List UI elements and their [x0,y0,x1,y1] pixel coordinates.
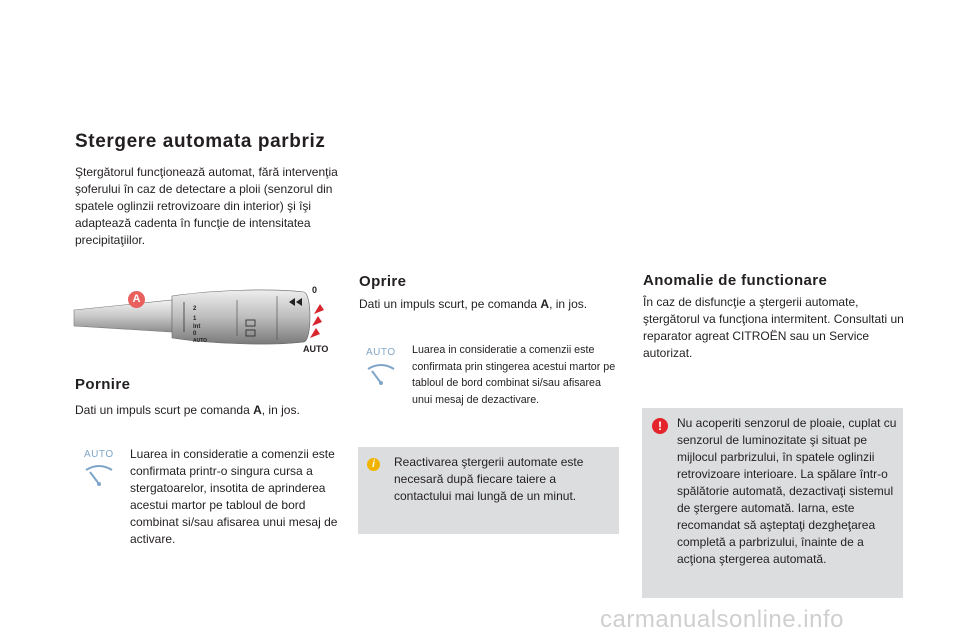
auto-indicator-label: AUTO [84,449,114,460]
stalk-position-auto: AUTO [193,338,208,344]
stalk-position-off-top: 0 [312,285,318,295]
stalk-position-0: 0 [193,331,197,337]
auto-wiper-icon [84,462,114,488]
anomalie-heading: Anomalie de functionare [643,272,828,289]
oprire-heading: Oprire [359,273,407,290]
info-icon: i [367,458,380,471]
pornire-heading: Pornire [75,376,131,393]
warning-box [642,408,903,598]
warning-text: Nu acoperiti senzorul de ploaie, cuplat cu senzorul de luminozitate şi situat pe mijlocul parbrizului, în spatele oglinzii retrovizoare interioare. La spălare într-o spălătorie automată, dezactivaţi sistemul de ştergere automată. Iarna, este recomandat să aşteptaţi dezgheţarea completă a parbrizului, înainte de a acţiona ştergerea automată. [677,416,897,566]
auto-indicator-label: AUTO [366,347,396,358]
info-box [358,447,619,534]
command-key: A [253,403,262,417]
callout-a: A [128,291,145,308]
info-box-text: Reactivarea ştergerii automate este necesară după fiecare taiere a contactului mai lungă de un minut. [394,455,584,503]
watermark: carmanualsonline.info [600,606,844,633]
oprire-note: Luarea in consideratie a comenzii este confirmata prin stingerea acestui martor pe tabloul de bord combinat si/sau afisarea unui mesaj de dezactivare. [412,344,616,406]
stalk-auto-label: AUTO [303,344,329,354]
auto-wiper-icon [366,361,396,387]
warning-icon: ! [652,418,668,434]
stalk-position-2: 2 [193,306,197,312]
stalk-position-int: Int [193,324,201,330]
intro-paragraph: Ştergătorul funcţionează automat, fără intervenţia şoferului în caz de detectare a ploii (senzorul din spatele oglinzii retrovizoare din interior) şi îşi adaptează cadenta în funcţie de intensitatea precipitaţiilor. [75,165,338,247]
anomalie-text: În caz de disfuncţie a ştergerii automate, ştergătorul va funcţiona intermitent. Consultati un reparator agreat CITROËN sau un Service autorizat. [643,295,904,360]
pornire-instruction: Dati un impuls scurt pe comanda A, in jos. [75,403,300,417]
pornire-note: Luarea in consideratie a comenzii este confirmata printr-o singura cursa a stergatoarelor, insotita de aprinderea acestui martor pe tabloul de bord combinat si/sau afisarea unui mesaj de activare. [130,447,338,546]
wiper-stalk-diagram [72,280,340,358]
page-title: Stergere automata parbriz [75,131,326,152]
stalk-position-1: 1 [193,316,197,322]
command-key: A [540,297,550,311]
oprire-instruction: Dati un impuls scurt, pe comanda A, in jos. [359,297,588,311]
